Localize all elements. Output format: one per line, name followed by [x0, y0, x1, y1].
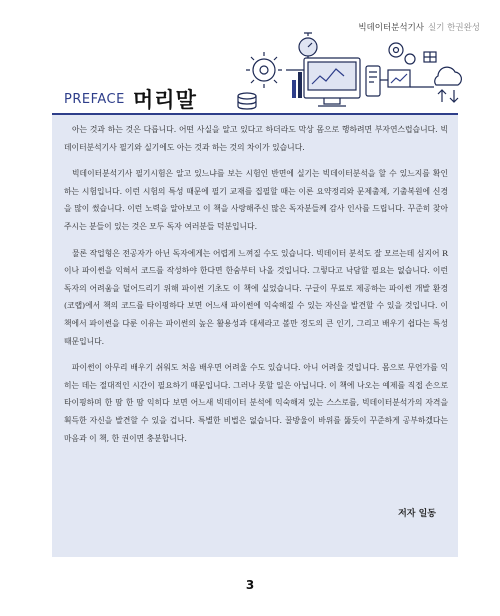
- preface-body: [64, 121, 448, 456]
- book-title: 빅데이터분석기사: [358, 23, 425, 33]
- paragraph: 파이썬이 아무리 배우기 쉬워도 처음 배우면 어려울 수도 있습니다. 아니 어려울 것입니다. 몸으로 무언가를 익히는 데는 절대적인 시간이 필요하기 때문입니다. 그러나 못할 일은 아닙니다. 이 책에 나오는 예제를 직접 손으로 타이핑하며 한 땀 한 땀 익히다 보면 어느새 빅데이터 분석에 익숙해져 있는 스스로를, 빅데이터분석가의 자격을 획득한 자신을 발견할 수 있을 겁니다. 특별한 비법은 없습니다. 꿀방울이 바위를 뚫듯이 꾸준하게 공부하겠다는 마음과 이 책, 한 권이면 충분합니다.: [64, 363, 448, 443]
- stopwatch-icon: [299, 33, 317, 56]
- grid-icon: [424, 52, 436, 62]
- bar-chart-icon: [292, 72, 302, 98]
- cog-cluster-icon: [389, 43, 415, 64]
- paragraph: 물론 작업형은 전공자가 아닌 독자에게는 어렵게 느껴질 수도 있습니다. 빅데이터 분석도 잘 모르는데 심지어 R이나 파이썬을 익혀서 코드를 작성하야 한다면 한숨부터 나올 것입니다. 그렇다고 낙담할 필요는 없습니다. 이런 독자의 어려움을 덜어드리기 위해 파이썬 기초도 이 책에 실었습니다. 구글이 무료로 제공하는 파이썬 개발 환경(코랩)에서 책의 코드를 타이핑하다 보면 어느새 파이썬에 익숙해질 수 있는 자신을 발견할 수 있을 것입니다. 이 책에서 파이썬을 다룬 이유는 파이썬의 높은 활용성과 대세라고 볼만 정도의 큰 인기, 그리고 배우기 쉽다는 특성 때문입니다.: [64, 248, 448, 346]
- gear-icon: [246, 52, 282, 88]
- author-signature: 저자 일동: [398, 509, 436, 519]
- preface-korean-title: 머리말: [133, 88, 197, 112]
- book-subtitle: 실기 한권완성: [428, 23, 480, 33]
- paragraph: 아는 것과 하는 것은 다릅니다. 어떤 사실을 알고 있다고 하더라도 막상 몸으로 행하려면 부자연스럽습니다. 빅데이터분석기사 필기와 실기에도 아는 것과 하는 것의 차이가 있습니다.: [64, 125, 448, 152]
- database-icon: [238, 93, 256, 109]
- smartphone-icon: [366, 66, 380, 96]
- preface-english-title: PREFACE: [64, 92, 125, 107]
- page-number: 3: [245, 578, 255, 592]
- data-analysis-illustration: [228, 30, 486, 112]
- monitor-icon: [304, 58, 360, 106]
- cloud-transfer-icon: [435, 67, 462, 102]
- line-chart-icon: [388, 70, 410, 87]
- paragraph: 빅데이터분석기사 필기시험은 알고 있느냐를 보는 시험인 반면에 실기는 빅데이터분석을 할 수 있느지를 확인하는 시험입니다. 이런 시험의 특성 때문에 필기 교재를 집필할 때는 이론 요약정리와 문제출제, 기출복원에 신경을 많이 썼습니다. 이런 노력을 알아보고 이 책을 사랑해주신 많은 독자분들께 감사 인사를 드립니다. 꾸준히 찾아주시는 분들이 있는 것은 모두 독자 여러분들 덕분입니다.: [64, 169, 448, 231]
